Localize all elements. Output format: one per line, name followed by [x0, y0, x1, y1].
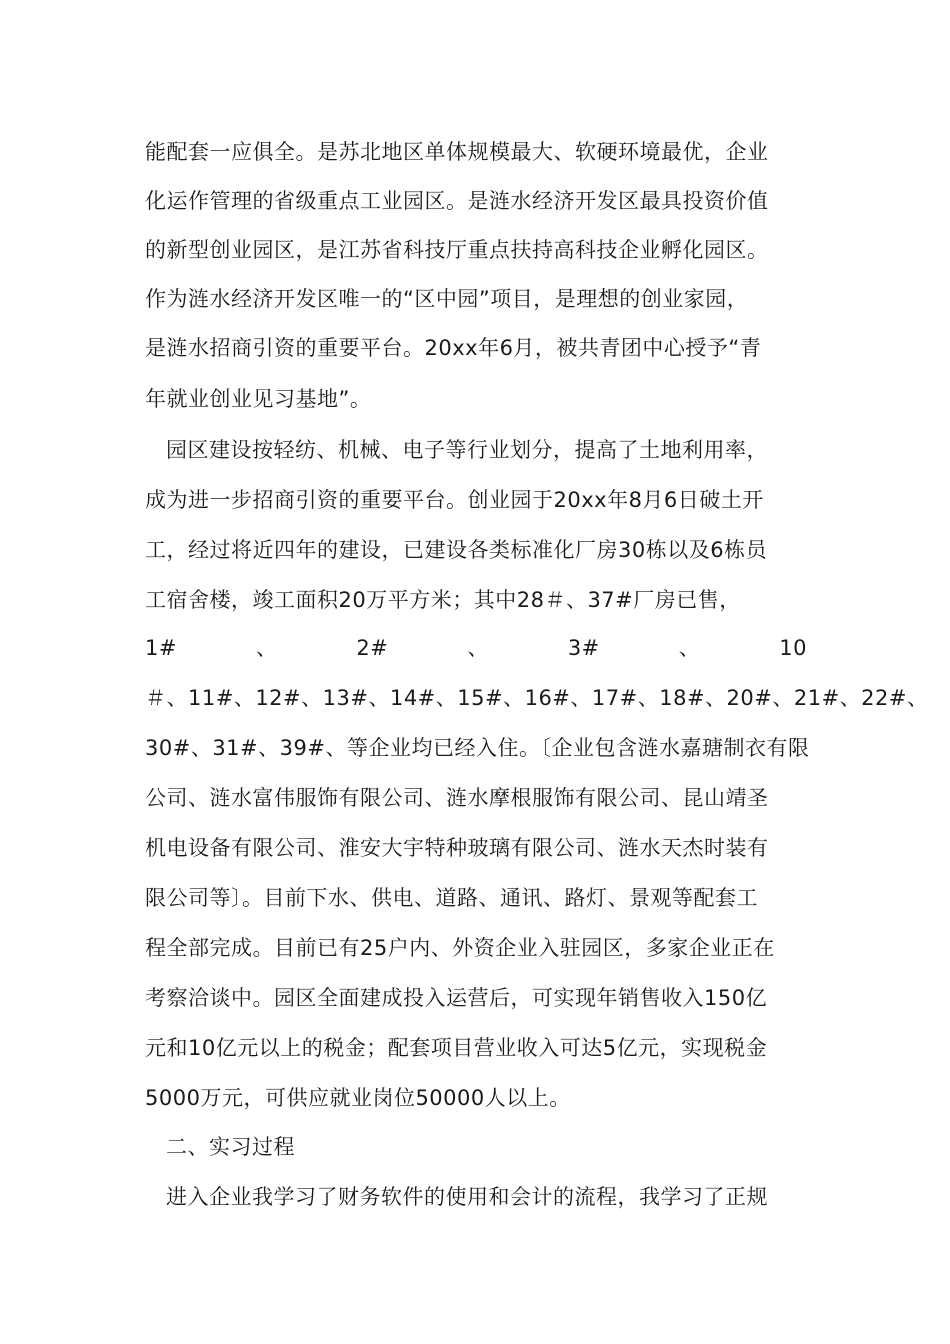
paragraph-line: 公司、涟水富伟服饰有限公司、涟水摩根服饰有限公司、昆山靖圣 — [145, 786, 769, 810]
justified-unit-list-line — [145, 630, 807, 666]
separator: 、 — [467, 636, 489, 660]
unit-label: 1# — [145, 636, 177, 660]
paragraph-line: 成为进一步招商引资的重要平台。创业园于20xx年8月6日破土开 — [145, 488, 764, 512]
separator: 、 — [255, 636, 278, 660]
paragraph-line: 进入企业我学习了财务软件的使用和会计的流程，我学习了正规 — [166, 1185, 768, 1209]
paragraph-line: 限公司等〕。目前下水、供电、道路、通讯、路灯、景观等配套工 — [145, 886, 758, 910]
paragraph-line: ＃、11#、12#、13#、14#、15#、16#、17#、18#、20#、21#、22#、 — [145, 686, 929, 710]
section-heading: 二、实习过程 — [166, 1135, 295, 1159]
paragraph-line: 是涟水招商引资的重要平台。20xx年6月，被共青团中心授予“青 — [145, 336, 762, 360]
separator: 、 — [678, 636, 701, 660]
unit-label: 2# — [356, 636, 389, 660]
paragraph-line: 年就业创业见习基地”。 — [145, 387, 372, 411]
paragraph-line: 考察洽谈中。园区全面建成投入运营后，可实现年销售收入150亿 — [145, 986, 768, 1010]
paragraph-line: 作为涟水经济开发区唯一的“区中园”项目，是理想的创业家园， — [145, 287, 749, 311]
paragraph-line: 5000万元，可供应就业岗位50000人以上。 — [145, 1086, 571, 1110]
unit-label: 3# — [567, 636, 600, 660]
paragraph-line: 的新型创业园区，是江苏省科技厅重点扶持高科技企业孵化园区。 — [145, 238, 769, 262]
paragraph-line: 能配套一应俱全。是苏北地区单体规模最大、软硬环境最优，企业 — [145, 140, 769, 164]
paragraph-line: 工，经过将近四年的建设，已建设各类标准化厂房30栋以及6栋员 — [145, 538, 768, 562]
paragraph-line: 元和10亿元以上的税金；配套项目营业收入可达5亿元，实现税金 — [145, 1036, 768, 1060]
unit-label: 10 — [779, 636, 807, 660]
paragraph-line: 机电设备有限公司、淮安大宇特种玻璃有限公司、涟水天杰时装有 — [145, 836, 769, 860]
paragraph-line: 工宿舍楼，竣工面积20万平方米；其中28＃、37#厂房已售， — [145, 588, 741, 612]
paragraph-line: 园区建设按轻纺、机械、电子等行业划分，提高了土地利用率， — [166, 438, 768, 462]
paragraph-line: 30#、31#、39#、等企业均已经入住。〔企业包含涟水嘉瑭制衣有限 — [145, 736, 810, 760]
paragraph-line: 化运作管理的省级重点工业园区。是涟水经济开发区最具投资价值 — [145, 189, 769, 213]
paragraph-line: 程全部完成。目前已有25户内、外资企业入驻园区，多家企业正在 — [145, 936, 775, 960]
